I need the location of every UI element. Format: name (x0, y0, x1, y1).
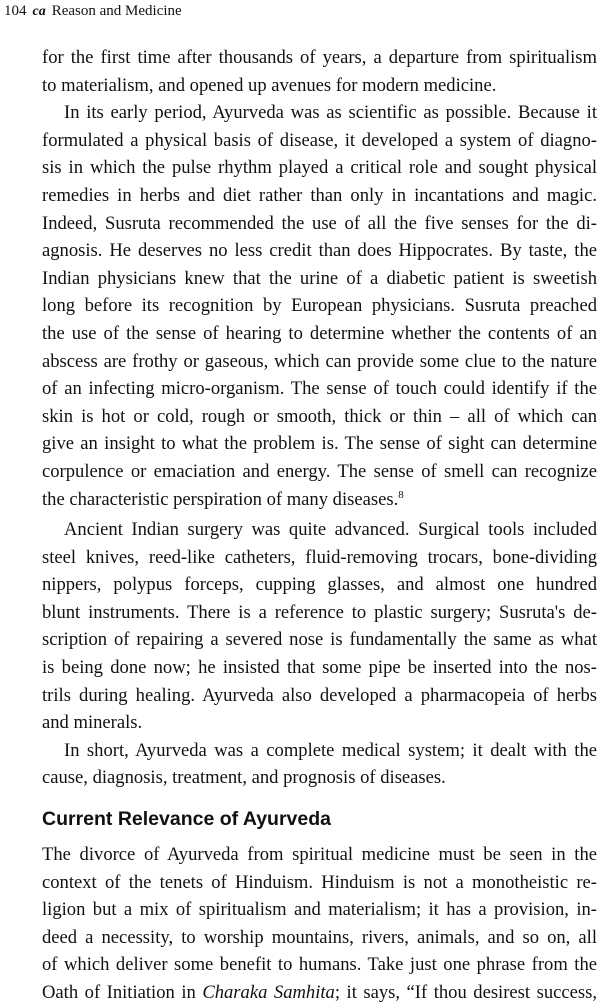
body-text (42, 44, 597, 1007)
ornament-glyph: ca (32, 4, 46, 19)
section-heading: Current Relevance of Ayurveda (42, 808, 331, 831)
running-head (4, 1, 182, 22)
text-line: formulated a physical basis of disease, it developed a system of diagno- (42, 129, 597, 151)
text-line: steel knives, reed-like catheters, fluid-removing trocars, bone-dividing (42, 546, 597, 568)
text-line: nippers, polypus forceps, cupping glasses, and almost one hundred (42, 574, 597, 596)
text-line: Ancient Indian surgery was quite advanced. Surgical tools included (64, 519, 597, 541)
text-line: remedies in herbs and diet rather than only in incantations and magic. (42, 184, 597, 206)
page-number: 104 (4, 3, 27, 19)
text-line: deed a necessity, to worship mountains, rivers, animals, and so on, all (42, 926, 597, 948)
text-line: skin is hot or cold, rough or smooth, thick or thin – all of which can (42, 405, 597, 427)
text-line: In its early period, Ayurveda was as scientific as possible. Because it (64, 102, 597, 124)
text-line: corpulence or emaciation and energy. The sense of smell can recognize (42, 460, 597, 482)
text-line: to materialism, and opened up avenues for modern medicine. (42, 74, 497, 96)
text-line: long before its recognition by European physicians. Susruta preached (42, 295, 597, 317)
text-line: the use of the sense of hearing to determine whether the contents of an (42, 322, 597, 344)
text-line-content: ; it says, “If thou desirest success, (334, 982, 597, 1003)
text-line: context of the tenets of Hinduism. Hinduism is not a monotheistic re- (42, 871, 597, 893)
text-line: ligion but a mix of spiritualism and materialism; it has a provision, in- (42, 899, 597, 921)
text-line: cause, diagnosis, treatment, and prognosis of diseases. (42, 767, 446, 789)
text-line: blunt instruments. There is a reference to plastic surgery; Susruta's de- (42, 601, 597, 623)
text-line: Indian physicians knew that the urine of a diabetic patient is sweetish (42, 267, 597, 289)
text-line: abscess are frothy or gaseous, which can provide some clue to the nature (42, 350, 597, 372)
text-line: of which deliver some benefit to humans. Take just one phrase from the (42, 954, 597, 976)
text-line: agnosis. He deserves no less credit than does Hippocrates. By taste, the (42, 240, 597, 262)
running-title: Reason and Medicine (51, 3, 182, 19)
text-line (42, 486, 597, 514)
footnote-reference: 8 (398, 488, 404, 501)
text-line: and minerals. (42, 712, 143, 734)
text-line: give an insight to what the problem is. The sense of sight can determine (42, 433, 597, 455)
text-line (42, 979, 597, 1007)
book-title-italic: Charaka Samhita (202, 982, 335, 1003)
text-line: for the first time after thousands of years, a departure from spiritualism (42, 47, 597, 68)
text-line: trils during healing. Ayurveda also developed a pharmacopeia of herbs (42, 684, 597, 706)
text-line: In short, Ayurveda was a complete medical system; it dealt with the (64, 739, 597, 761)
text-line: sis in which the pulse rhythm played a critical role and sought physical (42, 157, 597, 179)
text-line: scription of repairing a severed nose is fundamentally the same as what (42, 629, 597, 651)
text-line: is being done now; he insisted that some pipe be inserted into the nos- (42, 657, 597, 679)
text-line-content: Oath of Initiation in (42, 982, 203, 1003)
text-line: The divorce of Ayurveda from spiritual medicine must be seen in the (42, 844, 597, 866)
text-line-content: the characteristic perspiration of many diseases. (42, 488, 399, 510)
text-line: Indeed, Susruta recommended the use of all the five senses for the di- (42, 212, 597, 234)
text-line: of an infecting micro-organism. The sense of touch could identify if the (42, 378, 597, 400)
